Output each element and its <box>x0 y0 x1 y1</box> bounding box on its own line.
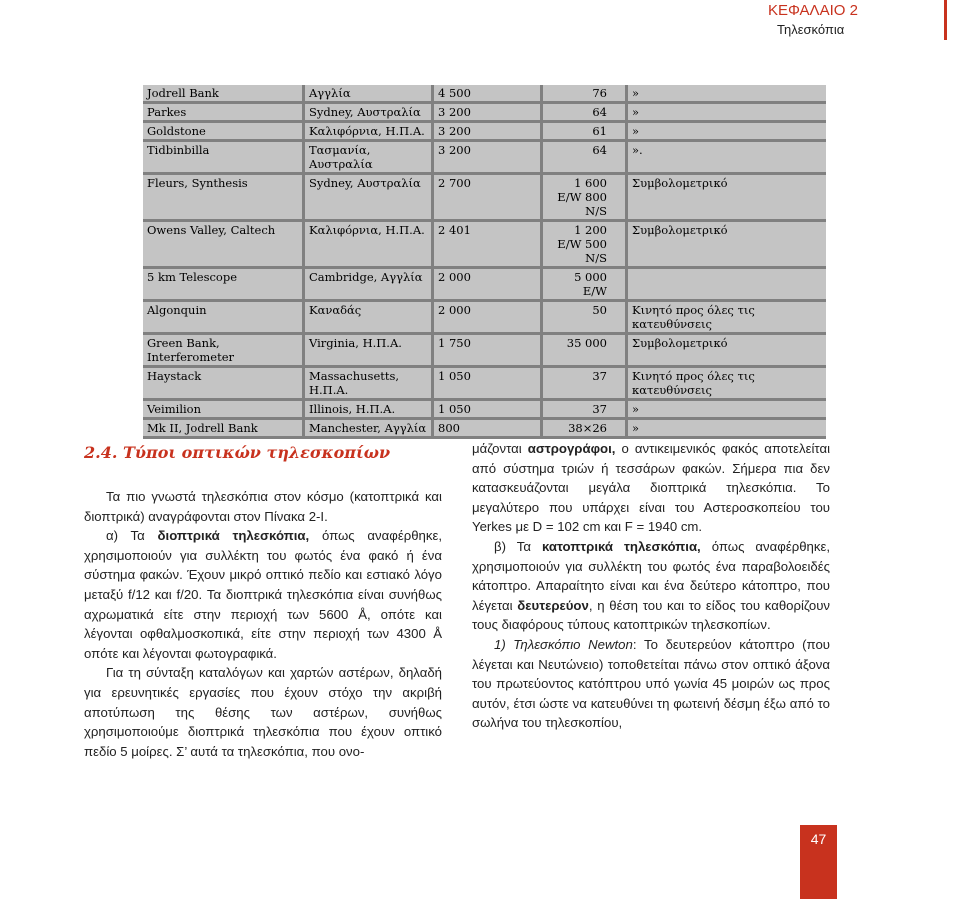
left-column <box>84 487 442 761</box>
table-cell: Green Bank, Interferometer <box>143 334 304 367</box>
table-cell: Parkes <box>143 103 304 122</box>
table-cell: Mk II, Jodrell Bank <box>143 419 304 438</box>
table-cell: 50 <box>542 301 627 334</box>
table-cell: 3 200 <box>433 141 542 174</box>
table-row <box>143 85 826 103</box>
table-cell: Manchester, Αγγλία <box>304 419 433 438</box>
table-cell: Συμβολομετρικό <box>627 334 827 367</box>
right-column <box>472 439 830 733</box>
table-cell: 1 050 <box>433 400 542 419</box>
table-cell: » <box>627 400 827 419</box>
table-cell: 38×26 <box>542 419 627 438</box>
table-cell: Συμβολομετρικό <box>627 174 827 221</box>
chapter-label: ΚΕΦΑΛΑΙΟ 2 <box>768 2 858 19</box>
table-cell: 1 200 E/W 500 N/S <box>542 221 627 268</box>
table-cell: Goldstone <box>143 122 304 141</box>
table-row <box>143 174 826 221</box>
table-cell: Haystack <box>143 367 304 400</box>
paragraph <box>472 537 830 635</box>
table-cell: Massachusetts, Η.Π.Α. <box>304 367 433 400</box>
paragraph <box>472 439 830 537</box>
term-newton: 1) Τηλεσκόπιο Newton <box>494 636 633 652</box>
table-cell: Cambridge, Αγγλία <box>304 268 433 301</box>
text-run: όπως αναφέρθηκε, χρησιμοποιούν για συλλέκτη του φωτός ένα παραβολοειδές κάτοπτρο. Απαραίτητο είναι και ένα δεύτερο κάτοπτρο, που λέγεται <box>472 538 830 613</box>
table-cell: Συμβολομετρικό <box>627 221 827 268</box>
table-cell: Virginia, Η.Π.Α. <box>304 334 433 367</box>
term-secondary: δευτερεύον <box>517 597 589 613</box>
table-cell: 64 <box>542 103 627 122</box>
table-cell: 37 <box>542 400 627 419</box>
table-row <box>143 301 826 334</box>
table-cell: Καναδάς <box>304 301 433 334</box>
table-row <box>143 334 826 367</box>
table-cell: 64 <box>542 141 627 174</box>
table-cell: » <box>627 103 827 122</box>
telescope-table <box>143 85 826 439</box>
table-cell: 4 500 <box>433 85 542 103</box>
table-cell: Fleurs, Synthesis <box>143 174 304 221</box>
paragraph <box>84 526 442 663</box>
chapter-subtitle: Τηλεσκόπια <box>777 22 845 37</box>
text-run: μάζονται <box>472 441 528 456</box>
table-cell: 800 <box>433 419 542 438</box>
table-cell: Veimilion <box>143 400 304 419</box>
table-row <box>143 221 826 268</box>
table-cell: ». <box>627 141 827 174</box>
page-number: 47 <box>810 831 827 847</box>
text-run: , η θέση του και το είδος του καθορίζουν τους διαφόρους τύπους κατοπτρικών τηλεσκοπίων. <box>472 597 830 633</box>
table-cell: Τασμανία, Αυστραλία <box>304 141 433 174</box>
table-cell: 5 km Telescope <box>143 268 304 301</box>
table-cell: 2 000 <box>433 301 542 334</box>
table-cell: Algonquin <box>143 301 304 334</box>
table-row <box>143 367 826 400</box>
header-accent-bar <box>944 0 947 40</box>
table-cell: Sydney, Αυστραλία <box>304 103 433 122</box>
table-cell: Owens Valley, Caltech <box>143 221 304 268</box>
table-cell: Αγγλία <box>304 85 433 103</box>
page-number-tab <box>800 825 837 899</box>
table-cell: 1 050 <box>433 367 542 400</box>
table-cell: Καλιφόρνια, Η.Π.Α. <box>304 122 433 141</box>
table-cell: 3 200 <box>433 122 542 141</box>
table-cell: 61 <box>542 122 627 141</box>
table-cell: 2 000 <box>433 268 542 301</box>
table-cell: Καλιφόρνια, Η.Π.Α. <box>304 221 433 268</box>
telescope-table-panel <box>143 85 826 435</box>
table-cell: Sydney, Αυστραλία <box>304 174 433 221</box>
paragraph: Τα πιο γνωστά τηλεσκόπια στον κόσμο (κατοπτρικά και διοπτρικά) αναγράφονται στον Πίνακα 2-Ι. <box>84 489 442 524</box>
table-row <box>143 122 826 141</box>
text-run: α) Τα <box>106 528 158 544</box>
table-cell: 3 200 <box>433 103 542 122</box>
text-run: β) Τα <box>494 538 542 554</box>
term-catoptric: κατοπτρικά τηλεσκόπια, <box>541 538 701 554</box>
table-row <box>143 419 826 438</box>
term-dioptric: διοπτρικά τηλεσκόπια, <box>157 528 310 544</box>
table-cell: 1 600 E/W 800 N/S <box>542 174 627 221</box>
table-row <box>143 141 826 174</box>
table-cell: Κινητό προς όλες τις κατευθύνσεις <box>627 301 827 334</box>
table-row <box>143 400 826 419</box>
paragraph <box>472 635 830 733</box>
table-row <box>143 103 826 122</box>
table-row <box>143 268 826 301</box>
table-cell: Κινητό προς όλες τις κατευθύνσεις <box>627 367 827 400</box>
table-cell: 76 <box>542 85 627 103</box>
table-cell: » <box>627 85 827 103</box>
table-cell: 2 700 <box>433 174 542 221</box>
table-cell: » <box>627 122 827 141</box>
term-astrograph: αστρογράφοι, <box>527 441 616 456</box>
table-cell: » <box>627 419 827 438</box>
table-cell <box>627 268 827 301</box>
text-run: ο αντικειμενικός φακός αποτελείται από σύστημα τριών ή τεσσάρων φακών. Σήμερα πια δεν κατασκευάζονται μεγάλα διοπτρικά τηλεσκόπια. Το μεγαλύτερο που υπάρχει είναι του Αστεροσκοπείου του Yerkes με D = 102 cm και F = 1940 cm. <box>472 441 831 535</box>
text-run: όπως αναφέρθηκε, χρησιμοποιούν για συλλέκτη του φωτός ένα φακό ή ένα σύστημα φακών. Έχουν μικρό οπτικό πεδίο και εστιακό λόγο μεταξύ f/12 και f/20. Τα διοπτρικά τηλεσκόπια είναι συνήθως αχρωματικά είτε στην περιοχή των 5600 Å, οπότε και λέγονται οφθαλμοσκοπικά, είτε στην περιοχή των 4300 Å οπότε και λέγονται φωτογραφικά. <box>84 528 443 661</box>
table-cell: 35 000 <box>542 334 627 367</box>
paragraph: Για τη σύνταξη καταλόγων και χαρτών αστέρων, δηλαδή για ερευνητικές εργασίες που έχουν στόχο την ακριβή αποτύπωση της θέσης των αστέρων, συνήθως χρησιμοποιούμε διοπτρικά τηλεσκόπια που έχουν οπτικό πεδίο 5 μοίρες. Σ’ αυτά τα τηλεσκόπια, που ονο- <box>84 665 442 759</box>
table-cell: Illinois, Η.Π.Α. <box>304 400 433 419</box>
table-cell: 37 <box>542 367 627 400</box>
table-cell: Tidbinbilla <box>143 141 304 174</box>
table-cell: Jodrell Bank <box>143 85 304 103</box>
table-cell: 2 401 <box>433 221 542 268</box>
table-cell: 5 000 E/W <box>542 268 627 301</box>
text-run: : Το δευτερεύον κάτοπτρο (που λέγεται και Νευτώνειο) τοποθετείται πάνω στον οπτικό άξονα του πρωτεύοντος κατόπτρου υπό γωνία 45 μοιρών ως προς αυτόν, έτσι ώστε να κατευθύνει τη φωτεινή δέσμη έξω από το σωλήνα του τηλεσκοπίου, <box>472 636 830 731</box>
table-cell: 1 750 <box>433 334 542 367</box>
section-title: 2.4. Τύποι οπτικών τηλεσκοπίων <box>84 443 391 462</box>
